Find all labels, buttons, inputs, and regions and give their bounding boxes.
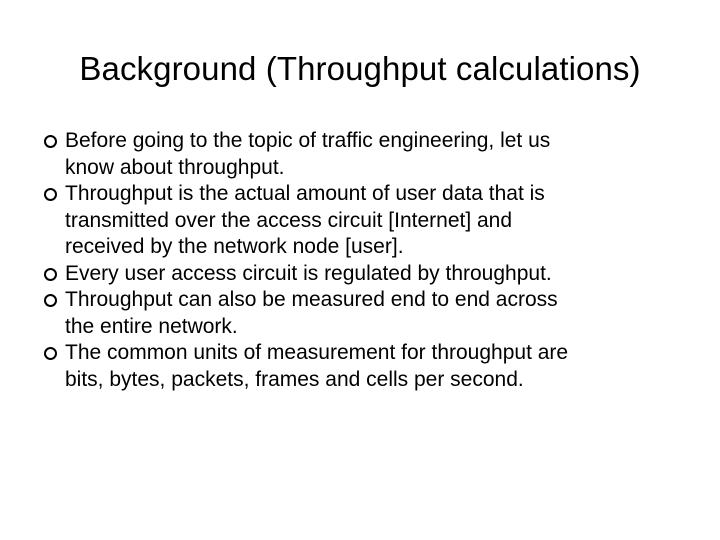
bullet-item — [44, 287, 694, 340]
bullet-line: transmitted over the access circuit [Internet] and — [65, 208, 513, 232]
bullet-line: know about throughput. — [65, 155, 285, 179]
hollow-circle-icon — [44, 188, 57, 201]
bullet-item — [44, 128, 694, 181]
bullet-line: received by the network node [user]. — [65, 235, 404, 258]
hollow-circle-icon — [44, 347, 57, 360]
hollow-circle-icon — [44, 268, 57, 281]
bullet-item — [44, 261, 694, 288]
slide-title: Background (Throughput calculations) — [79, 50, 641, 87]
bullet-item — [44, 340, 694, 393]
bullet-line: bits, bytes, packets, frames and cells per second. — [65, 367, 524, 391]
bullet-line: Before going to the topic of traffic engineering, let us — [65, 129, 551, 152]
bullet-list — [44, 128, 694, 393]
bullet-line: the entire network. — [65, 314, 238, 338]
hollow-circle-icon — [44, 135, 57, 148]
bullet-item — [44, 181, 694, 261]
hollow-circle-icon — [44, 294, 57, 307]
bullet-line: Every user access circuit is regulated by throughput. — [65, 261, 552, 285]
bullet-line: Throughput can also be measured end to end across — [65, 288, 558, 311]
bullet-line: The common units of measurement for throughput are — [65, 341, 569, 364]
bullet-line: Throughput is the actual amount of user data that is — [65, 182, 545, 205]
